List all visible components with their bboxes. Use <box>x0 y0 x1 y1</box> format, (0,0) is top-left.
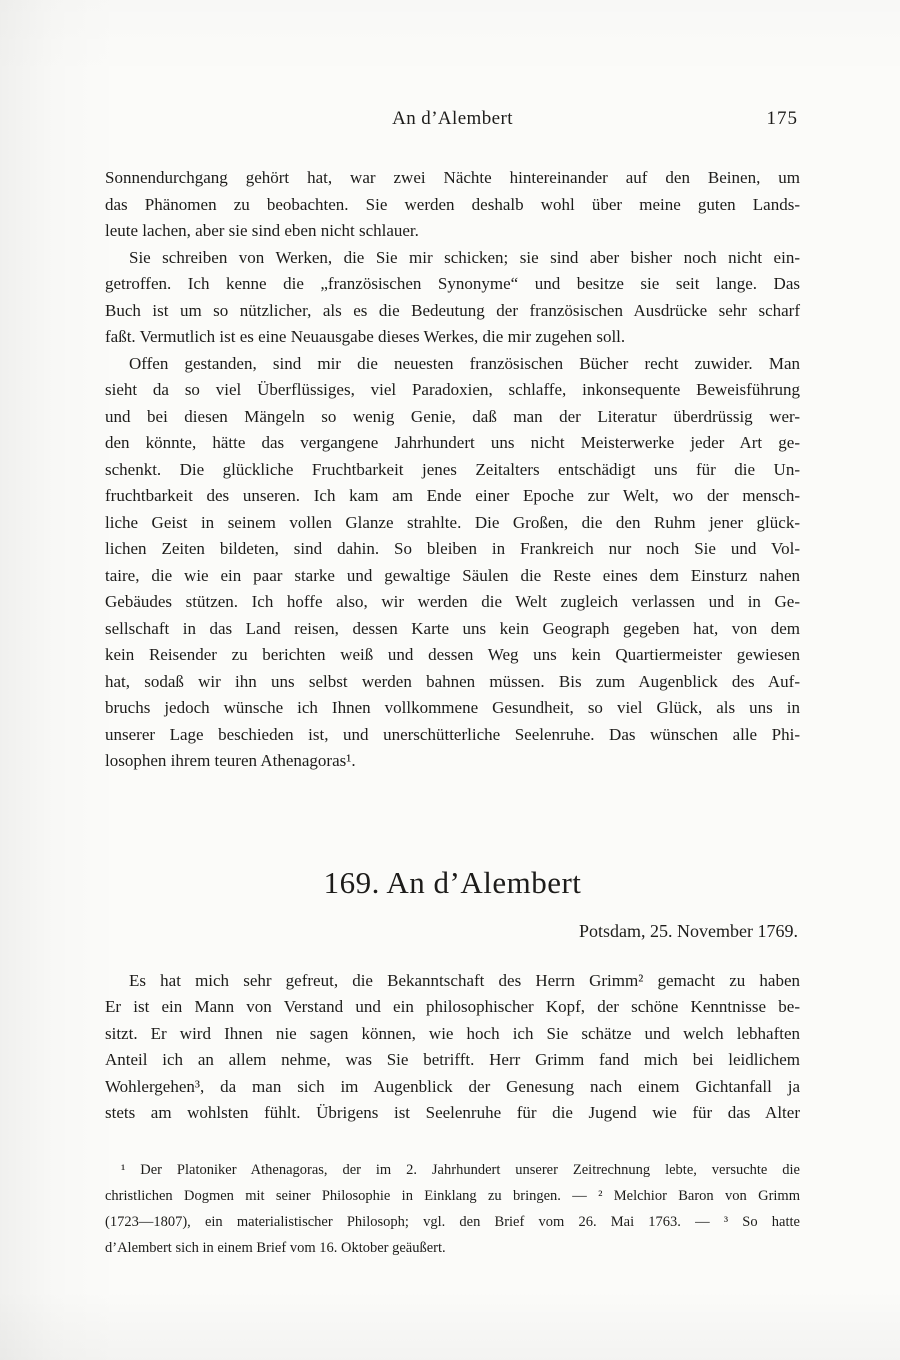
text-line: sitzt. Er wird Ihnen nie sagen können, wie hoch ich Sie schätze und welch lebhaften <box>105 1023 800 1043</box>
letter-continuation-body <box>105 165 800 775</box>
text-column <box>105 106 800 1261</box>
text-line: Wohlergehen³, da man sich im Augenblick der Genesung nach einem Gichtanfall ja <box>105 1076 800 1096</box>
text-line: sieht da so viel Überflüssiges, viel Paradoxien, schlaffe, inkonsequente Beweisführung <box>105 380 800 399</box>
paragraph <box>105 351 800 775</box>
text-line: sellschaft in das Land reisen, dessen Karte uns kein Geograph gegeben hat, von dem <box>105 618 800 638</box>
letter-body <box>105 968 800 1127</box>
text-line: hat, sodaß wir ihn uns selbst werden bahnen müssen. Bis zum Augenblick des Auf- <box>105 671 800 691</box>
running-title: An d’Alembert <box>392 108 513 129</box>
paragraph <box>105 165 800 245</box>
page-number: 175 <box>766 108 798 129</box>
text-line: bruchs jedoch wünsche ich Ihnen vollkommene Gesundheit, so viel Glück, als uns in <box>105 698 800 717</box>
text-line: losophen ihrem teuren Athenagoras¹. <box>105 751 356 770</box>
text-line: das Phänomen zu beobachten. Sie werden deshalb wohl über meine guten Lands- <box>105 194 800 214</box>
text-line: Sonnendurchgang gehört hat, war zwei Nächte hintereinander auf den Beinen, um <box>105 168 800 187</box>
footnotes <box>105 1157 800 1261</box>
text-line: Gebäudes stützen. Ich hoffe also, wir werden die Welt zugleich verlassen und in Ge- <box>105 592 800 611</box>
text-line: und bei diesen Mängeln so wenig Genie, daß man der Literatur überdrüssig wer- <box>105 406 800 426</box>
text-line: Es hat mich sehr gefreut, die Bekanntschaft des Herrn Grimm² gemacht zu haben <box>129 970 800 990</box>
text-line: Buch ist um so nützlicher, als es die Bedeutung der französischen Ausdrücke sehr scharf <box>105 300 800 320</box>
text-line: taire, die wie ein paar starke und gewaltige Säulen die Reste eines dem Einsturz nahen <box>105 565 800 585</box>
text-line: Er ist ein Mann von Verstand und ein philosophischer Kopf, der schöne Kenntnisse be- <box>105 997 800 1016</box>
text-line: liche Geist in seinem vollen Glanze strahlte. Die Großen, die den Ruhm jener glück- <box>105 512 800 532</box>
page-header <box>105 106 800 132</box>
text-line: kein Reisender zu berichten weiß und dessen Weg uns kein Quartiermeister gewiesen <box>105 645 800 664</box>
paragraph <box>105 245 800 351</box>
text-line: faßt. Vermutlich ist es eine Neuausgabe dieses Werkes, die mir zugehen soll. <box>105 327 626 346</box>
text-line: leute lachen, aber sie sind eben nicht schlauer. <box>105 221 419 240</box>
paragraph <box>105 968 800 1127</box>
text-line: lichen Zeiten bildeten, sind dahin. So bleiben in Frankreich nur noch Sie und Vol- <box>105 539 800 558</box>
text-line: getroffen. Ich kenne die „französischen Synonyme“ und besitze sie seit lange. Das <box>105 274 800 293</box>
text-line: d’Alembert sich in einem Brief vom 16. Oktober geäußert. <box>105 1239 446 1256</box>
text-line: fruchtbarkeit des unseren. Ich kam am Ende einer Epoche zur Welt, wo der mensch- <box>105 486 800 505</box>
text-line: stets am wohlsten fühlt. Übrigens ist Seelenruhe für die Jugend wie für das Alter <box>105 1103 800 1122</box>
letter-heading: 169. An d’Alembert <box>323 864 582 900</box>
dateline: Potsdam, 25. November 1769. <box>579 920 798 941</box>
text-line: Offen gestanden, sind mir die neuesten französischen Bücher recht zuwider. Man <box>129 353 800 373</box>
text-line: christlichen Dogmen mit seiner Philosophie in Einklang zu bringen. — ² Melchior Baron von Grimm <box>105 1187 800 1204</box>
text-line: (1723—1807), ein materialistischer Philosoph; vgl. den Brief vom 26. Mai 1763. — ³ So hatte <box>105 1213 800 1230</box>
text-line: den könnte, hätte das vergangene Jahrhundert uns nicht Meisterwerke jeder Art ge- <box>105 433 800 452</box>
text-line: Sie schreiben von Werken, die Sie mir schicken; sie sind aber bisher noch nicht ein- <box>129 247 800 267</box>
text-line: unserer Lage beschieden ist, und unerschütterliche Seelenruhe. Das wünschen alle Phi- <box>105 724 800 744</box>
text-line: schenkt. Die glückliche Fruchtbarkeit jenes Zeitalters entschädigt uns für die Un- <box>105 459 800 479</box>
text-line: Anteil ich an allem nehme, was Sie betrifft. Herr Grimm fand mich bei leidlichem <box>105 1050 800 1069</box>
text-line: ¹ Der Platoniker Athenagoras, der im 2. Jahrhundert unserer Zeitrechnung lebte, versuchte die <box>121 1161 800 1178</box>
